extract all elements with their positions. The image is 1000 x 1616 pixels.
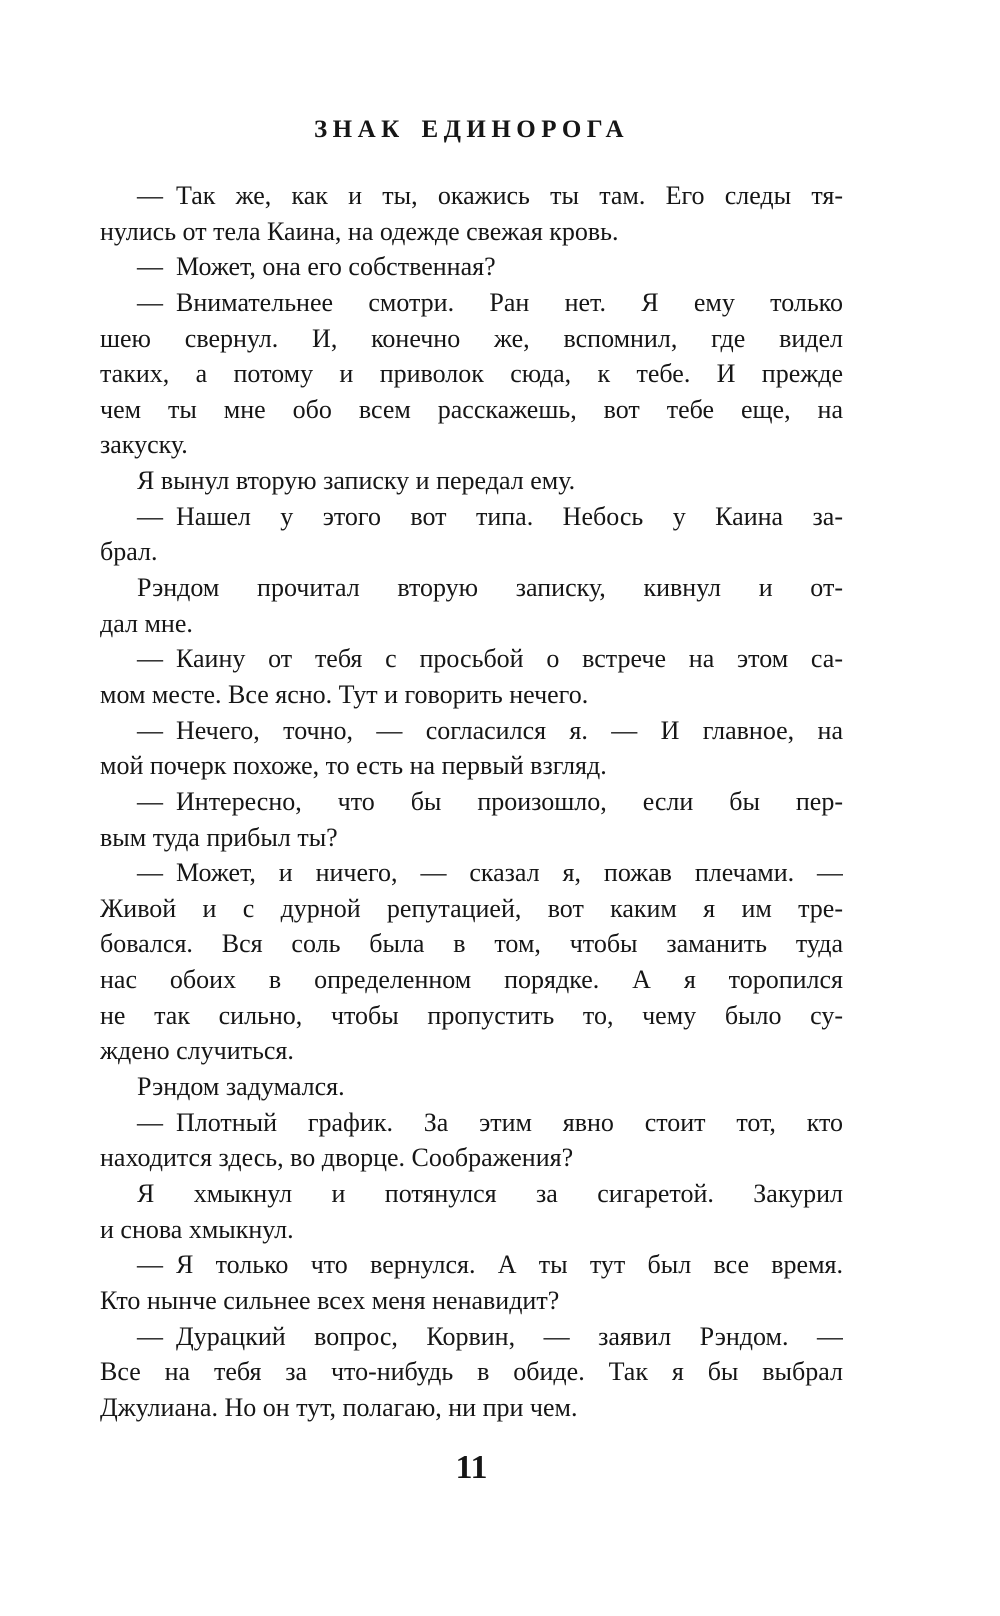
text-line: нас обоих в определенном порядке. А я торопился: [100, 965, 843, 995]
paragraph: [100, 713, 843, 784]
text-line: находится здесь, во дворце. Соображения?: [100, 1143, 574, 1173]
text-line: шею свернул. И, конечно же, вспомнил, где видел: [100, 323, 843, 353]
text-line: ждено случиться.: [100, 1036, 294, 1066]
paragraph: [100, 499, 843, 570]
paragraph: [100, 1105, 843, 1176]
text-line: — Интересно, что бы произошло, если бы пер-: [137, 786, 843, 816]
text-line: Я хмыкнул и потянулся за сигаретой. Закурил: [137, 1178, 843, 1208]
text-line: Живой и с дурной репутацией, вот каким я им тре-: [100, 893, 843, 923]
text-line: брал.: [100, 537, 158, 567]
paragraph: [100, 855, 843, 1069]
text-line: чем ты мне обо всем расскажешь, вот тебе еще, на: [100, 394, 843, 424]
text-line: не так сильно, чтобы пропустить то, чему было су-: [100, 1000, 843, 1030]
text-line: мой почерк похоже, то есть на первый взгляд.: [100, 751, 607, 781]
text-line: — Нечего, точно, — согласился я. — И главное, на: [137, 715, 843, 745]
text-line: нулись от тела Каина, на одежде свежая кровь.: [100, 216, 619, 246]
text-line: — Дурацкий вопрос, Корвин, — заявил Рэндом. —: [137, 1321, 843, 1351]
paragraph: [100, 1247, 843, 1318]
text-line: бовался. Вся соль была в том, чтобы заманить туда: [100, 929, 843, 959]
text-line: дал мне.: [100, 608, 193, 638]
paragraph: [100, 784, 843, 855]
text-line: — Может, и ничего, — сказал я, пожав плечами. —: [137, 858, 843, 888]
paragraph: [100, 285, 843, 463]
paragraph: [100, 1319, 843, 1426]
text-line: Кто нынче сильнее всех меня ненавидит?: [100, 1285, 560, 1315]
paragraph: [100, 570, 843, 641]
text-line: — Так же, как и ты, окажись ты там. Его следы тя-: [137, 181, 843, 210]
text-line: Джулиана. Но он тут, полагаю, ни при чем.: [100, 1392, 578, 1422]
paragraph: [100, 641, 843, 712]
text-line: — Может, она его собственная?: [137, 252, 496, 282]
body-text: [100, 178, 843, 1425]
text-line: мом месте. Все ясно. Тут и говорить нечего.: [100, 679, 589, 709]
paragraph: [100, 1069, 843, 1105]
text-line: — Я только что вернулся. А ты тут был все время.: [137, 1250, 843, 1280]
paragraph: [100, 249, 843, 285]
text-line: Рэндом прочитал вторую записку, кивнул и от-: [137, 573, 843, 603]
running-header: ЗНАК ЕДИНОРОГА: [313, 116, 630, 143]
paragraph: [100, 178, 843, 249]
text-line: закуску.: [100, 430, 188, 460]
text-line: и снова хмыкнул.: [100, 1214, 294, 1244]
text-line: — Плотный график. За этим явно стоит тот, кто: [137, 1107, 843, 1137]
text-line: — Каину от тебя с просьбой о встрече на этом са-: [137, 644, 843, 674]
text-line: таких, а потому и приволок сюда, к тебе. И прежде: [100, 359, 843, 389]
text-line: Рэндом задумался.: [137, 1072, 345, 1102]
paragraph: [100, 1176, 843, 1247]
text-line: вым туда прибыл ты?: [100, 822, 338, 852]
page-number: 11: [455, 1449, 488, 1486]
text-line: Все на тебя за что-нибудь в обиде. Так я бы выбрал: [100, 1357, 843, 1387]
text-line: — Внимательнее смотри. Ран нет. Я ему только: [137, 287, 843, 317]
paragraph: [100, 463, 843, 499]
text-line: — Нашел у этого вот типа. Небось у Каина за-: [137, 501, 843, 531]
text-line: Я вынул вторую записку и передал ему.: [137, 466, 576, 496]
